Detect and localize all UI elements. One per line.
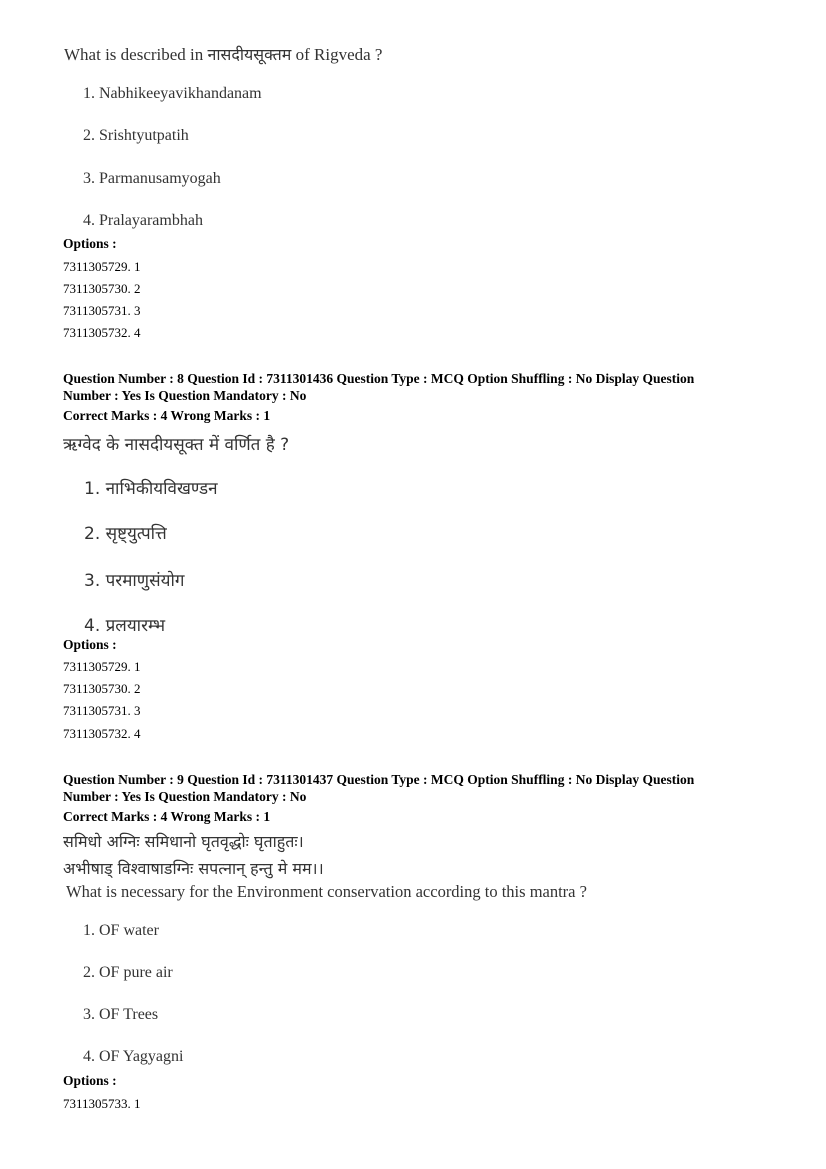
q8-meta-line-2: Number : Yes Is Question Mandatory : No [63, 388, 307, 403]
q8-option-id-2: 7311305730. 2 [63, 681, 141, 696]
q7-option-id-3: 7311305731. 3 [63, 303, 141, 318]
q9-choice-2: 2. OF pure air [83, 964, 173, 981]
q7-question-text [64, 43, 382, 65]
q7-option-id-4: 7311305732. 4 [63, 325, 141, 340]
q9-meta-line-1: Question Number : 9 Question Id : 7311301437 Question Type : MCQ Option Shuffling : No Display Question [63, 772, 695, 787]
q8-marks: Correct Marks : 4 Wrong Marks : 1 [63, 408, 271, 423]
q7-question-suffix: of Rigveda ? [291, 45, 383, 64]
q9-choice-3: 3. OF Trees [83, 1006, 159, 1023]
q9-choice-1: 1. OF water [83, 922, 159, 939]
q9-option-id-1: 7311305733. 1 [63, 1096, 141, 1111]
q8-meta-line-1: Question Number : 8 Question Id : 7311301436 Question Type : MCQ Option Shuffling : No Display Question [63, 371, 695, 386]
q9-meta-line-2: Number : Yes Is Question Mandatory : No [63, 789, 307, 804]
q8-choice-4: 4. प्रलयारम्भ [84, 616, 166, 636]
q8-choice-1: 1. नाभिकीयविखण्डन [84, 479, 218, 499]
q8-option-id-4: 7311305732. 4 [63, 726, 141, 741]
q7-options-label: Options : [63, 236, 117, 251]
q8-options-label: Options : [63, 637, 117, 652]
q9-choice-4: 4. OF Yagyagni [83, 1048, 184, 1065]
q7-choice-2: 2. Srishtyutpatih [83, 127, 189, 144]
q8-option-id-3: 7311305731. 3 [63, 703, 141, 718]
q9-marks: Correct Marks : 4 Wrong Marks : 1 [63, 809, 271, 824]
q9-options-label: Options : [63, 1073, 117, 1088]
q8-choice-3: 3. परमाणुसंयोग [84, 571, 185, 591]
q7-question-prefix: What is described in [64, 45, 208, 64]
q7-choice-3: 3. Parmanusamyogah [83, 170, 221, 187]
q7-option-id-2: 7311305730. 2 [63, 281, 141, 296]
q8-option-id-1: 7311305729. 1 [63, 659, 141, 674]
q9-mantra-line-2: अभीषाड् विश्वाषाडग्निः सपत्नान् हन्तु मे मम।। [63, 859, 324, 878]
q7-choice-4: 4. Pralayarambhah [83, 212, 203, 229]
q9-mantra-line-1: समिधो अग्निः समिधानो घृतवृद्धोः घृताहुतः। [63, 832, 304, 851]
q8-question-text: ऋग्वेद के नासदीयसूक्त में वर्णित है ? [63, 435, 290, 455]
q8-choice-2: 2. सृष्ट्युत्पत्ति [84, 524, 167, 544]
q9-question-text: What is necessary for the Environment conservation according to this mantra ? [66, 882, 587, 901]
q7-question-deva: नासदीयसूक्तम [207, 45, 292, 64]
q7-choice-1: 1. Nabhikeeyavikhandanam [83, 85, 262, 102]
q7-option-id-1: 7311305729. 1 [63, 259, 141, 274]
